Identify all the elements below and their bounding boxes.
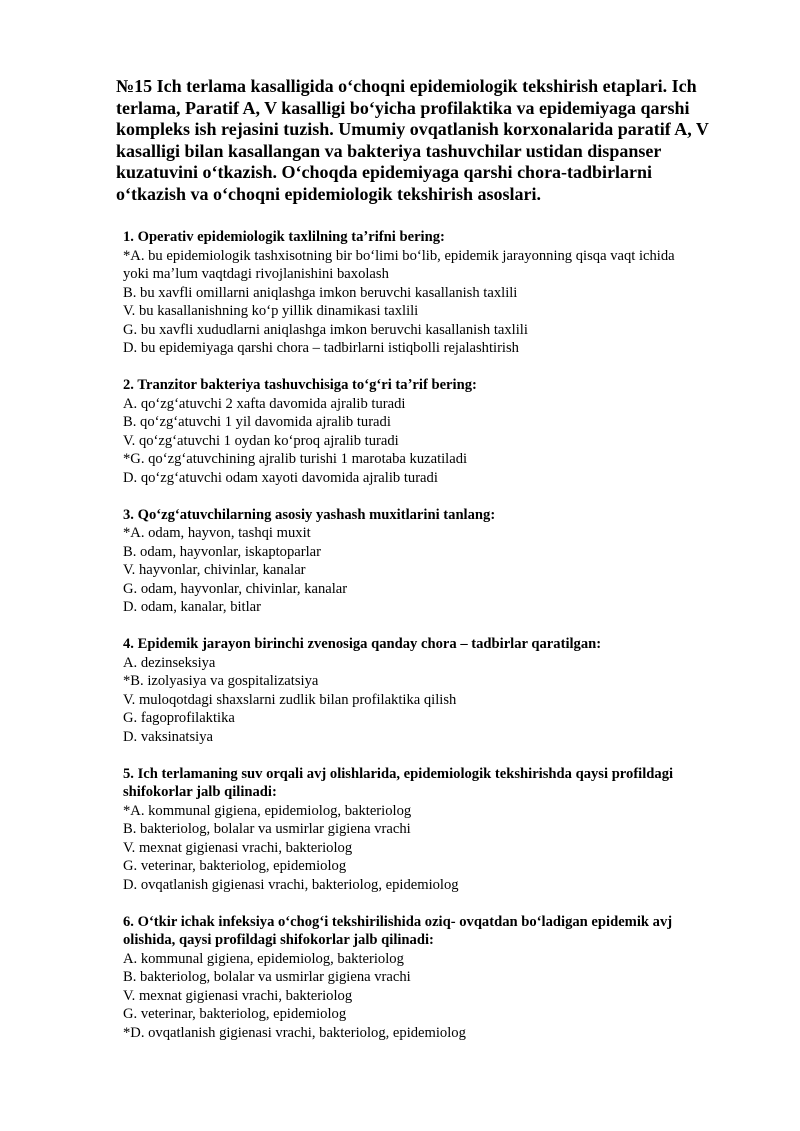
question-heading-line: shifokorlar jalb qilinadi: <box>123 784 277 800</box>
question-block <box>123 765 763 895</box>
answer-option-line: A. dezinseksiya <box>123 654 216 671</box>
answer-option <box>123 839 763 858</box>
question-heading <box>123 376 763 395</box>
answer-option-line: B. bakteriolog, bolalar va usmirlar gigiena vrachi <box>123 969 411 985</box>
answer-option <box>123 302 763 321</box>
question-block <box>123 913 763 1043</box>
answer-option-line: *D. ovqatlanish gigienasi vrachi, bakteriolog, epidemiolog <box>123 1024 466 1041</box>
answer-option <box>123 321 763 340</box>
answer-option-line: V. muloqotdagi shaxslarni zudlik bilan profilaktika qilish <box>123 691 457 708</box>
answer-option <box>123 247 763 284</box>
question-block <box>123 635 763 746</box>
question-heading <box>123 765 763 802</box>
answer-option-line: *B. izolyasiya va gospitalizatsiya <box>123 673 319 689</box>
answer-option <box>123 339 763 358</box>
answer-option <box>123 728 763 747</box>
answer-option <box>123 561 763 580</box>
answer-option <box>123 950 763 969</box>
title-line: kuzatuvini oʻtkazish. Oʻchoqda epidemiyaga qarshi chora-tadbirlarni <box>116 162 653 182</box>
answer-option <box>123 395 763 414</box>
answer-option-line: V. qoʻzgʻatuvchi 1 oydan koʻproq ajralib turadi <box>123 432 399 449</box>
answer-option-line: D. qoʻzgʻatuvchi odam xayoti davomida ajralib turadi <box>123 469 438 486</box>
answer-option <box>123 1024 763 1043</box>
answer-option-line: G. bu xavfli xududlarni aniqlashga imkon beruvchi kasallanish taxlili <box>123 321 528 338</box>
answer-option <box>123 876 763 895</box>
answer-option-line: *A. odam, hayvon, tashqi muxit <box>123 525 311 541</box>
question-block <box>123 506 763 617</box>
answer-option-line: B. odam, hayvonlar, iskaptoparlar <box>123 543 321 560</box>
answer-option <box>123 1005 763 1024</box>
answer-option <box>123 524 763 543</box>
answer-option <box>123 450 763 469</box>
title-line: terlama, Paratif A, V kasalligi boʻyicha profilaktika va epidemiyaga qarshi <box>116 97 690 118</box>
answer-option-line: V. mexnat gigienasi vrachi, bakteriolog <box>123 839 353 856</box>
answer-option-line: D. bu epidemiyaga qarshi chora – tadbirlarni istiqbolli rejalashtirish <box>123 340 519 356</box>
answer-option <box>123 598 763 617</box>
title-line: №15 Ich terlama kasalligida oʻchoqni epidemiologik tekshirish etaplari. Ich <box>116 76 697 96</box>
answer-option <box>123 284 763 303</box>
answer-option-line: B. bakteriolog, bolalar va usmirlar gigiena vrachi <box>123 821 411 837</box>
question-heading-line: 5. Ich terlamaning suv orqali avj olishlarida, epidemiologik tekshirishda qaysi profildagi <box>123 765 674 782</box>
answer-option-line: V. mexnat gigienasi vrachi, bakteriolog <box>123 987 353 1004</box>
answer-option-line: D. vaksinatsiya <box>123 728 213 745</box>
answer-option-line: D. ovqatlanish gigienasi vrachi, bakteriolog, epidemiolog <box>123 876 459 893</box>
answer-option <box>123 469 763 488</box>
answer-option <box>123 432 763 451</box>
answer-option-line: G. odam, hayvonlar, chivinlar, kanalar <box>123 580 348 597</box>
answer-option-line: *A. kommunal gigiena, epidemiolog, bakteriolog <box>123 802 412 819</box>
answer-option-line: G. fagoprofilaktika <box>123 710 235 726</box>
answer-option <box>123 709 763 728</box>
answer-option-line: G. veterinar, bakteriolog, epidemiolog <box>123 1006 347 1022</box>
question-list <box>123 228 763 1061</box>
question-heading-line: 4. Epidemik jarayon birinchi zvenosiga qanday chora – tadbirlar qaratilgan: <box>123 636 602 652</box>
answer-option <box>123 413 763 432</box>
answer-option-line: V. bu kasallanishning koʻp yillik dinamikasi taxlili <box>123 303 419 319</box>
answer-option-line: *G. qoʻzgʻatuvchining ajralib turishi 1 marotaba kuzatiladi <box>123 451 468 467</box>
question-heading <box>123 506 763 525</box>
question-heading <box>123 228 763 247</box>
title-line: oʻtkazish va oʻchoqni epidemiologik tekshirish asoslari. <box>116 183 542 204</box>
question-heading-line: 3. Qoʻzgʻatuvchilarning asosiy yashash muxitlarini tanlang: <box>123 506 496 523</box>
question-heading-line: 1. Operativ epidemiologik taxlilning taʼrifni bering: <box>123 229 445 245</box>
answer-option <box>123 654 763 673</box>
answer-option <box>123 987 763 1006</box>
answer-option-line: B. qoʻzgʻatuvchi 1 yil davomida ajralib turadi <box>123 414 391 430</box>
answer-option <box>123 672 763 691</box>
question-heading <box>123 913 763 950</box>
answer-option <box>123 820 763 839</box>
question-block <box>123 376 763 487</box>
answer-option <box>123 543 763 562</box>
question-heading-line: 2. Tranzitor bakteriya tashuvchisiga toʻgʻri taʼrif bering: <box>123 377 477 393</box>
title-line: kasalligi bilan kasallangan va bakteriya tashuvchilar ustidan dispanser <box>116 140 662 161</box>
question-heading-line: olishida, qaysi profildagi shifokorlar jalb qilinadi: <box>123 932 434 948</box>
answer-option-line: yoki maʼlum vaqtdagi rivojlanishini baxolash <box>123 266 389 282</box>
answer-option-line: G. veterinar, bakteriolog, epidemiolog <box>123 858 347 874</box>
question-block <box>123 228 763 358</box>
title-line: kompleks ish rejasini tuzish. Umumiy ovqatlanish korxonalarida paratif A, V <box>116 119 709 139</box>
question-heading <box>123 635 763 654</box>
answer-option-line: A. kommunal gigiena, epidemiolog, bakteriolog <box>123 950 404 967</box>
answer-option <box>123 857 763 876</box>
answer-option <box>123 691 763 710</box>
answer-option <box>123 580 763 599</box>
answer-option-line: V. hayvonlar, chivinlar, kanalar <box>123 562 306 578</box>
answer-option-line: D. odam, kanalar, bitlar <box>123 599 262 615</box>
document-title <box>116 76 756 205</box>
answer-option-line: *A. bu epidemiologik tashxisotning bir boʻlimi boʻlib, epidemik jarayonning qisqa vaqt ichida <box>123 247 675 264</box>
answer-option <box>123 802 763 821</box>
answer-option <box>123 968 763 987</box>
question-heading-line: 6. Oʻtkir ichak infeksiya oʻchogʻi tekshirilishida oziq- ovqatdan boʻladigan epidemik avj <box>123 913 673 930</box>
answer-option-line: A. qoʻzgʻatuvchi 2 xafta davomida ajralib turadi <box>123 395 406 412</box>
answer-option-line: B. bu xavfli omillarni aniqlashga imkon beruvchi kasallanish taxlili <box>123 284 518 301</box>
